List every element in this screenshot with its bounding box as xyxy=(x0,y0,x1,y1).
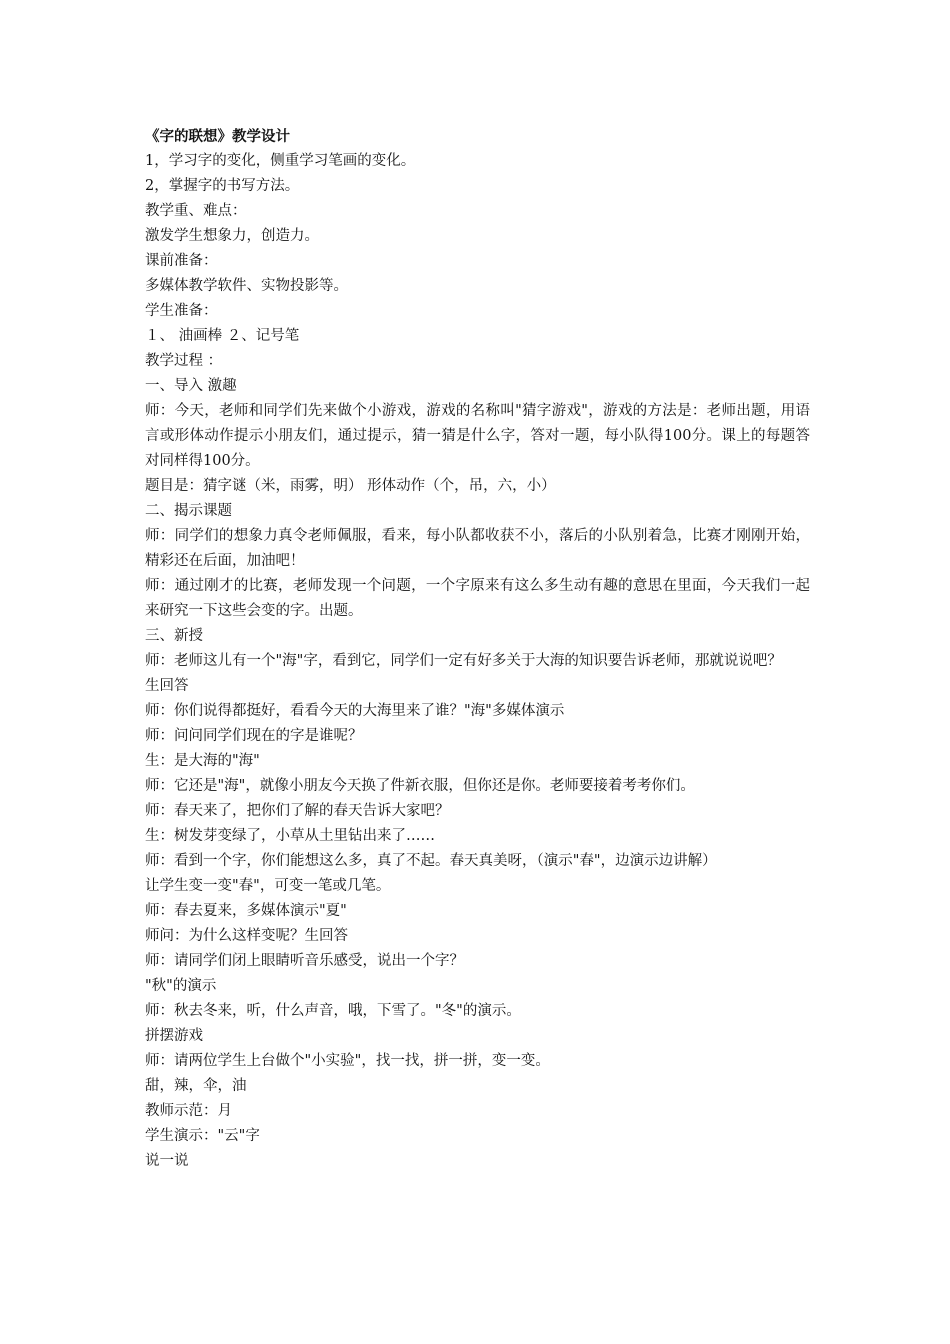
paragraph-student-demo: 学生演示："云"字 xyxy=(145,1128,260,1144)
heading-key-points: 教学重、难点： xyxy=(145,203,247,219)
paragraph-new-clothes: 师：它还是"海"，就像小朋友今天换了件新衣服，但你还是你。老师要接着考考你们。 xyxy=(145,778,695,794)
document-title: 《字的联想》教学设计 xyxy=(145,128,290,145)
paragraph-experiment: 师：请两位学生上台做个"小实验"，找一找，拼一拼，变一变。 xyxy=(145,1053,550,1069)
paragraph-say: 说一说 xyxy=(145,1153,189,1169)
paragraph-questions: 题目是：猜字谜（米，雨雾，明） 形体动作（个，吊，六，小） xyxy=(145,478,556,494)
document-body xyxy=(145,124,810,1174)
paragraph-goal-2: 2，掌握字的书写方法。 xyxy=(145,178,300,194)
paragraph-why-change: 师问：为什么这样变呢？生回答 xyxy=(145,928,348,944)
paragraph-student-spring: 生：树发芽变绿了，小草从土里钻出来了…… xyxy=(145,828,435,844)
heading-teaching-process: 教学过程 ： xyxy=(145,353,223,369)
heading-section-1: 一、导入 激趣 xyxy=(145,378,237,394)
paragraph-teacher-game: 师：今天，老师和同学们先来做个小游戏，游戏的名称叫"猜字游戏"，游戏的方法是：老师出题，用语言或形体动作提示小朋友们，通过提示，猜一猜是什么字，答对一题，每小队得100分。课上的每题答对同样得100分。 xyxy=(145,403,810,469)
paragraph-sea-demo: 师：你们说得都挺好，看看今天的大海里来了谁？"海"多媒体演示 xyxy=(145,703,565,719)
paragraph-teacher-example: 教师示范：月 xyxy=(145,1103,232,1119)
heading-preparation: 课前准备： xyxy=(145,253,218,269)
paragraph-key-points: 激发学生想象力，创造力。 xyxy=(145,228,319,244)
paragraph-spring-demo: 师：看到一个字，你们能想这么多，真了不起。春天真美呀，（演示"春"，边演示边讲解） xyxy=(145,853,717,869)
paragraph-student-answer: 生回答 xyxy=(145,678,189,694)
paragraph-preparation: 多媒体教学软件、实物投影等。 xyxy=(145,278,348,294)
paragraph-student-preparation: １、 油画棒 ２、记号笔 xyxy=(145,328,300,344)
paragraph-ask-character: 师：问问同学们现在的字是谁呢？ xyxy=(145,728,363,744)
paragraph-word-list: 甜，辣，伞，油 xyxy=(145,1078,247,1094)
paragraph-teacher-praise: 师：同学们的想象力真令老师佩服，看来，每小队都收获不小，落后的小队别着急，比赛才刚刚开始，精彩还在后面，加油吧！ xyxy=(145,528,810,569)
paragraph-sea-character: 师：老师这儿有一个"海"字，看到它，同学们一定有好多关于大海的知识要告诉老师，那就说说吧？ xyxy=(145,653,782,669)
heading-section-2: 二、揭示课题 xyxy=(145,503,232,519)
paragraph-teacher-intro: 师：通过刚才的比赛，老师发现一个问题，一个字原来有这么多生动有趣的意思在里面，今天我们一起来研究一下这些会变的字。出题。 xyxy=(145,578,810,619)
paragraph-autumn-demo: "秋"的演示 xyxy=(145,978,217,994)
paragraph-goal-1: 1，学习字的变化，侧重学习笔画的变化。 xyxy=(145,153,416,169)
paragraph-music: 师：请同学们闭上眼睛听音乐感受，说出一个字？ xyxy=(145,953,464,969)
heading-section-3: 三、新授 xyxy=(145,628,203,644)
paragraph-summer: 师：春去夏来，多媒体演示"夏" xyxy=(145,903,347,919)
paragraph-spring: 师：春天来了，把你们了解的春天告诉大家吧？ xyxy=(145,803,450,819)
paragraph-student-sea: 生：是大海的"海" xyxy=(145,753,260,769)
heading-puzzle-game: 拼摆游戏 xyxy=(145,1028,203,1044)
paragraph-change-spring: 让学生变一变"春"，可变一笔或几笔。 xyxy=(145,878,391,894)
paragraph-winter: 师：秋去冬来，听，什么声音，哦，下雪了。"冬"的演示。 xyxy=(145,1003,521,1019)
heading-student-preparation: 学生准备： xyxy=(145,303,218,319)
